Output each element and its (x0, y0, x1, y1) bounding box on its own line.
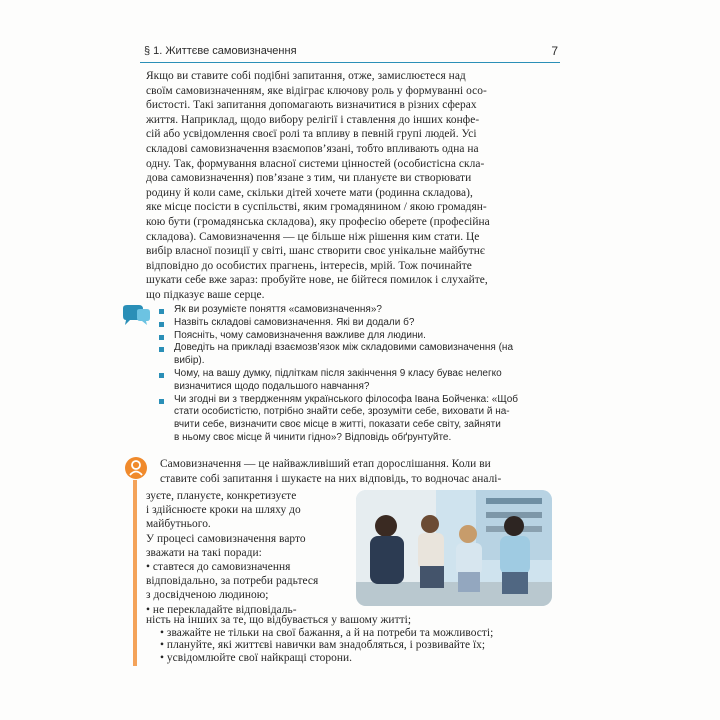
intro-line: відповідно до особистих прагнень, інтересів, мрій. Тож починайте (146, 259, 472, 272)
question-line: Чи згодні ви з твердженням українського філософа Івана Бойченка: «Щоб (174, 393, 519, 405)
intro-line: шукати себе вже зараз: пробуйте нове, не бійтеся помилок і слухайте, (146, 274, 488, 287)
question-line: вибір). (174, 355, 205, 367)
question-bullet (159, 322, 164, 327)
advice-line: • зважайте не тільки на свої бажання, а й на потреби та можливості; (160, 626, 494, 639)
advice-line: і здійснюєте кроки на шляху до (146, 504, 301, 517)
advice-line: ставите собі запитання і шукаєте на них відповідь, то водночас аналі- (160, 473, 502, 486)
advice-line: • плануйте, які життєві навички вам знадобляться, і розвивайте їх; (160, 639, 486, 652)
speech-bubbles-icon (121, 304, 151, 328)
question-line: Чому, на вашу думку, підліткам після закінчення 9 класу буває нелегко (174, 368, 502, 379)
intro-line: складова). Самовизначення — це більше ніж рішення ким стати. Це (146, 230, 480, 243)
advice-line: майбутнього. (146, 518, 211, 531)
advice-line: Самовизначення — це найважливіший етап дорослішання. Коли ви (160, 458, 491, 470)
intro-line: дова самовизначення) пов’язане з тим, чи плануєте ви створювати (146, 172, 472, 185)
advice-line: У процесі самовизначення варто (146, 532, 306, 545)
question-line: стати особистістю, потрібно знайти себе, зрозуміти себе, виховати й на- (174, 406, 510, 418)
advice-line: зважати на такі поради: (146, 546, 262, 559)
intro-line: Якщо ви ставите собі подібні запитання, отже, замислюєтеся над (146, 70, 466, 82)
advice-line: • не перекладайте відповідаль- (146, 603, 297, 616)
intro-line: кою бути (громадянська складова), яку професію оберете (професійна (146, 216, 490, 228)
question-line: визначитися щодо подальшого навчання? (174, 380, 370, 392)
intro-line: життя. Наприклад, щодо вибору релігії і ставлення до інших конфе- (146, 113, 480, 126)
intro-line: бистості. Такі запитання допомагають визначитися в різних сферах (146, 99, 477, 112)
teens-discussion-photo (356, 490, 552, 606)
running-header (140, 42, 560, 63)
intro-line: своїм самовизначенням, яке відіграє ключову роль у формуванні осо- (146, 84, 487, 97)
intro-line: що підказує ваше серце. (146, 289, 265, 301)
intro-line: яке місце посісти в суспільстві, яким громадянином / якою громадян- (146, 201, 487, 214)
page-number: 7 (551, 44, 558, 58)
question-line: Доведіть на прикладі взаємозв’язок між складовими самовизначення (на (174, 342, 514, 354)
advice-line: • усвідомлюйте свої найкращі сторони. (160, 651, 353, 664)
question-line: в ньому своє місце й чинити гідно»? Відповідь обґрунтуйте. (174, 432, 452, 443)
question-bullet (159, 347, 164, 352)
question-line: вчити себе, визначити своє місце в житті, показати себе світу, зайняти (174, 419, 501, 431)
advice-line: зуєте, плануєте, конкретизуєте (146, 490, 297, 502)
advice-line: відповідально, за потреби радьтеся (146, 575, 319, 588)
advice-side-bar (133, 480, 137, 666)
question-bullet (159, 399, 164, 404)
question-bullet (159, 309, 164, 314)
advice-line: ність на інших за те, що відбувається у вашому житті; (146, 614, 412, 626)
question-line: Поясніть, чому самовизначення важливе для людини. (174, 329, 426, 341)
intro-line: складові самовизначення взаємопов’язані, тобто впливають одна на (146, 143, 479, 155)
advice-line: • ставтеся до самовизначення (146, 561, 291, 573)
question-line: Як ви розумієте поняття «самовизначення»? (174, 304, 382, 315)
intro-line: одну. Так, формування власної системи цінностей (особистісна скла- (146, 157, 485, 170)
intro-line: вибір власної позиції у світі, шанс створити своє унікальне майбутнє (146, 245, 485, 258)
advice-line: з досвідченою людиною; (146, 589, 269, 602)
intro-line: сій або усвідомлення своєї ролі та впливу в певній групі людей. Усі (146, 128, 477, 141)
question-bullet (159, 335, 164, 340)
person-lightbulb-icon (124, 456, 148, 480)
intro-line: родину й коли саме, скільки дітей хочете мати (родинна складова), (146, 186, 473, 199)
question-bullet (159, 373, 164, 378)
section-title: § 1. Життєве самовизначення (144, 45, 297, 57)
question-line: Назвіть складові самовизначення. Які ви додали б? (174, 316, 415, 328)
